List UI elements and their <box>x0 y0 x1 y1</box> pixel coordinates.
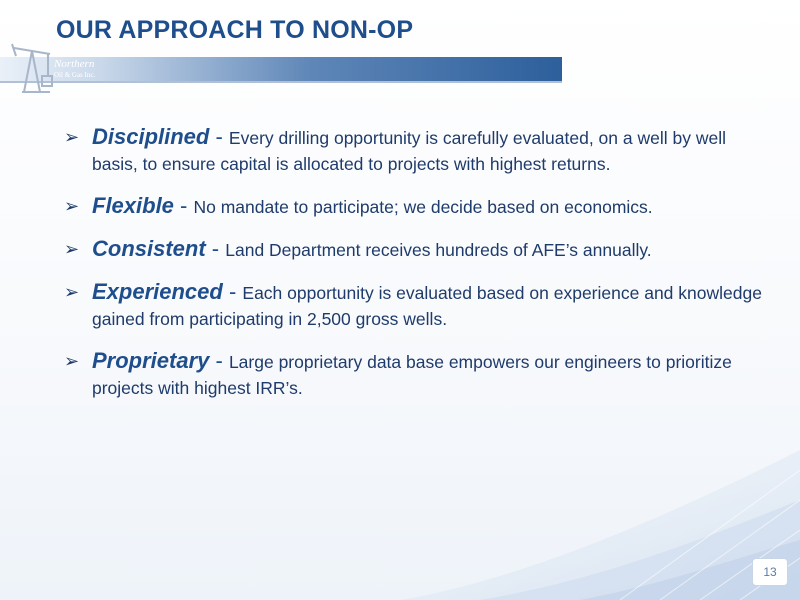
slide-title: OUR APPROACH TO NON-OP <box>56 16 414 44</box>
bullet-item-experienced <box>64 279 764 332</box>
arrow-bullet-icon: ➢ <box>64 351 80 372</box>
oil-pump-jack-icon <box>10 40 120 100</box>
arrow-bullet-icon: ➢ <box>64 239 80 260</box>
bullet-text: Land Department receives hundreds of AFE’s annually. <box>225 240 652 260</box>
bullet-term: Consistent <box>92 236 206 261</box>
bullet-item-consistent <box>64 236 764 263</box>
arrow-bullet-icon: ➢ <box>64 127 80 148</box>
bullet-separator: - <box>205 236 226 261</box>
bullet-text: Each opportunity is evaluated based on experience and knowledge gained from participating in 2,500 gross wells. <box>92 283 762 329</box>
arrow-bullet-icon: ➢ <box>64 196 80 217</box>
bullet-text: Every drilling opportunity is carefully evaluated, on a well by well basis, to ensure capital is allocated to projects with highest returns. <box>92 128 726 174</box>
arrow-bullet-icon: ➢ <box>64 282 80 303</box>
page-number: 13 <box>752 558 788 586</box>
bullet-term: Flexible <box>92 193 174 218</box>
bullet-separator: - <box>222 279 243 304</box>
bullet-separator: - <box>209 348 229 373</box>
bullet-list <box>64 124 764 401</box>
bullet-separator: - <box>209 124 229 149</box>
bullet-separator: - <box>173 193 194 218</box>
bullet-item-flexible <box>64 193 764 220</box>
logo-subtitle: Oil & Gas Inc. <box>54 71 96 79</box>
bullet-term: Proprietary <box>92 348 210 373</box>
logo-name: Northern <box>54 58 95 70</box>
bullet-item-proprietary <box>64 348 764 401</box>
company-logo <box>10 40 120 100</box>
bullet-text: No mandate to participate; we decide based on economics. <box>193 197 653 217</box>
bullet-item-disciplined <box>64 124 764 177</box>
bullet-text: Large proprietary data base empowers our engineers to prioritize projects with highest IRR’s. <box>92 352 732 398</box>
decorative-waves <box>400 430 800 600</box>
bullet-term: Experienced <box>92 279 223 304</box>
bullet-term: Disciplined <box>92 124 210 149</box>
